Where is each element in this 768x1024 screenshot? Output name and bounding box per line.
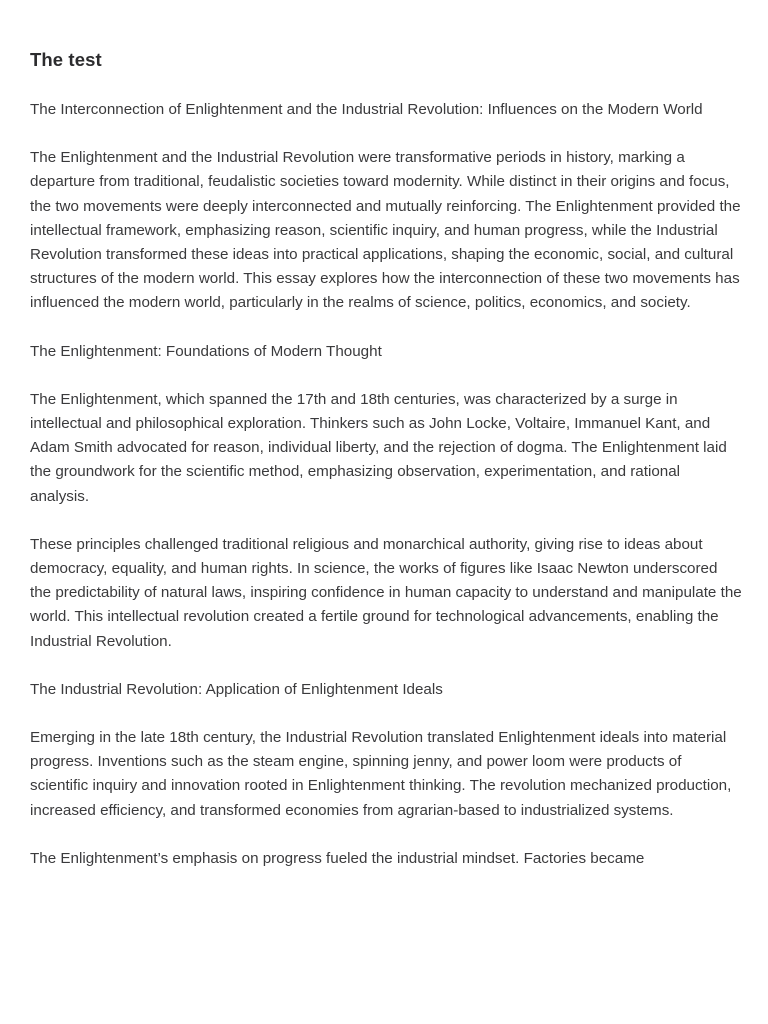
paragraph-enlightenment-2: These principles challenged traditional religious and monarchical authority, giving rise to ideas about democracy, equality, and human rights. In science, the works of figures like Isaac Newton underscored the predictability of natural laws, inspiring confidence in human capacity to understand and manipulate the world. This intellectual revolution created a fertile ground for technological advancements, enabling the Industrial Revolution.: [30, 535, 742, 650]
document-body: [30, 98, 742, 895]
paragraph-enlightenment-1: The Enlightenment, which spanned the 17th and 18th centuries, was characterized by a surge in intellectual and philosophical exploration. Thinkers such as John Locke, Voltaire, Immanuel Kant, and Adam Smith advocated for reason, individual liberty, and the rejection of dogma. The Enlightenment laid the groundwork for the scientific method, emphasizing observation, experimentation, and rational analysis.: [30, 390, 727, 505]
paragraph-industrial-2: The Enlightenment’s emphasis on progress fueled the industrial mindset. Factories became: [30, 849, 645, 867]
section-heading-enlightenment: The Enlightenment: Foundations of Modern Thought: [30, 342, 382, 360]
paragraph-introduction: The Enlightenment and the Industrial Revolution were transformative periods in history, marking a departure from traditional, feudalistic societies toward modernity. While distinct in their origins and focus, the two movements were deeply interconnected and mutually reinforcing. The Enlightenment provided the intellectual framework, emphasizing reason, scientific inquiry, and human progress, while the Industrial Revolution transformed these ideas into practical applications, shaping the economic, social, and cultural structures of the modern world. This essay explores how the interconnection of these two movements has influenced the modern world, particularly in the realms of science, politics, economics, and society.: [30, 149, 741, 312]
essay-title: The Interconnection of Enlightenment and the Industrial Revolution: Influences on the Modern World: [30, 101, 703, 118]
paragraph-industrial-1: Emerging in the late 18th century, the Industrial Revolution translated Enlightenment ideals into material progress. Inventions such as the steam engine, spinning jenny, and power loom were products of scientific inquiry and innovation rooted in Enlightenment thinking. The revolution mechanized production, increased efficiency, and transformed economies from agrarian-based to industrialized systems.: [30, 729, 732, 819]
page-title: The test: [30, 49, 102, 70]
section-heading-industrial-revolution: The Industrial Revolution: Application of Enlightenment Ideals: [30, 680, 443, 698]
